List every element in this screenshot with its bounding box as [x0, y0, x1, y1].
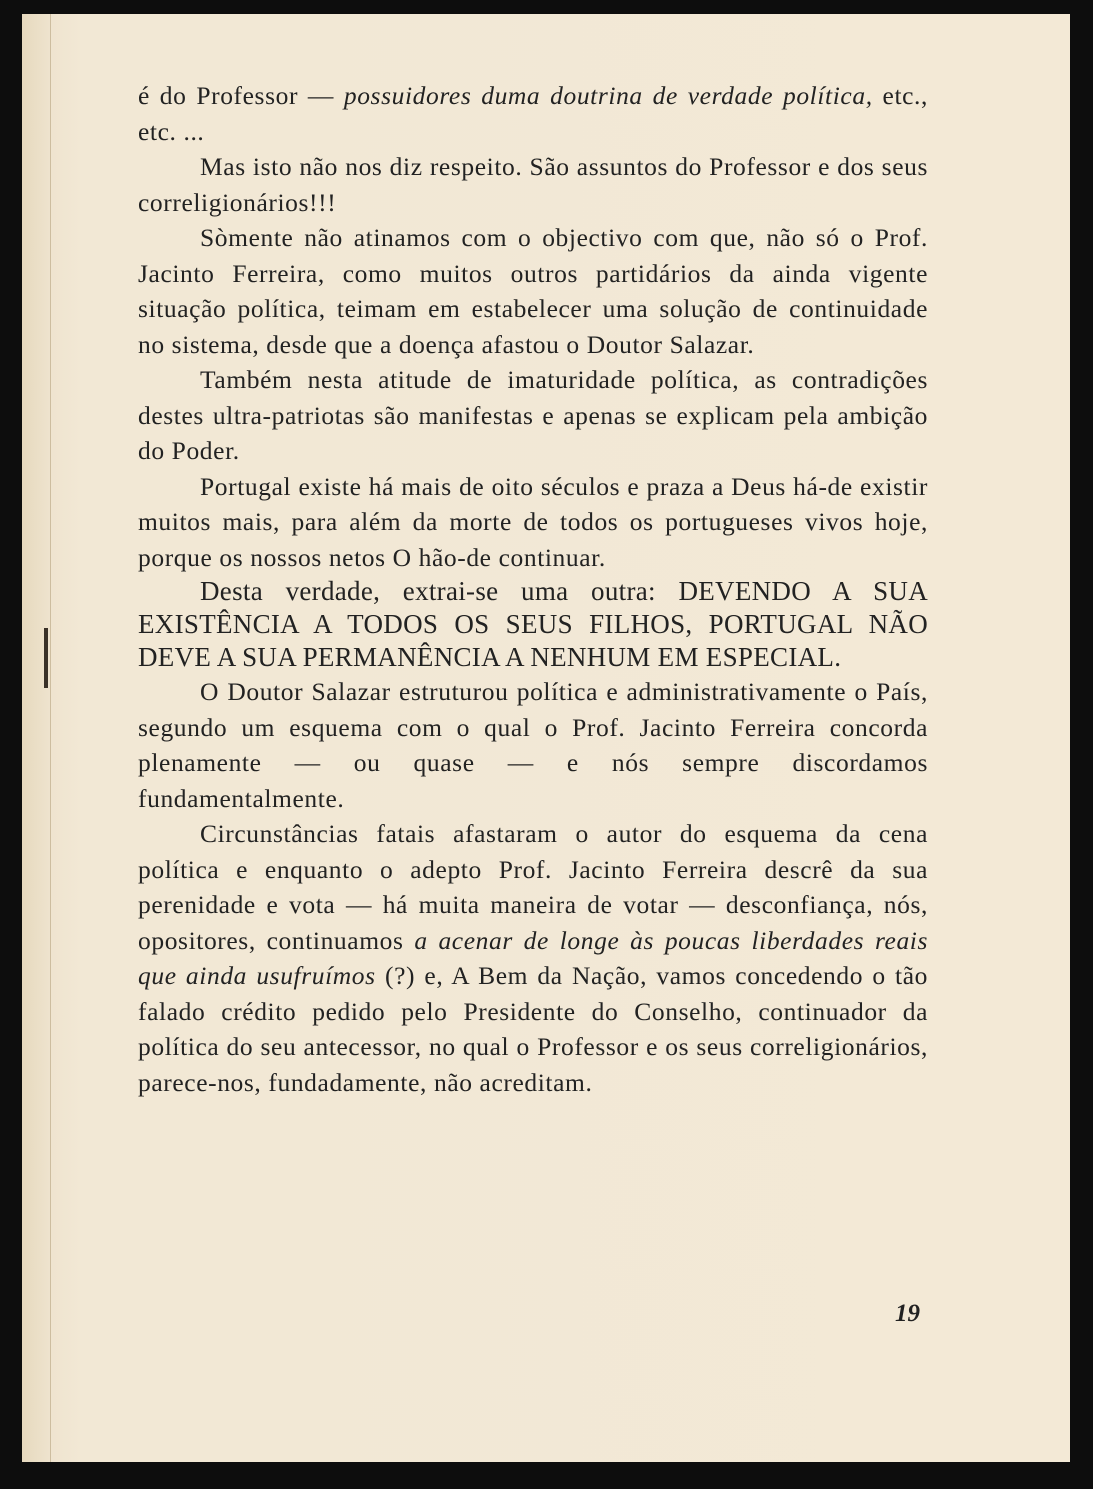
text-run: Também nesta atitude de imaturidade política, as contradições destes ultra-patriotas são manifestas e apenas se explicam pela ambição do Poder. [138, 365, 928, 465]
text-run: Mas isto não nos diz respeito. São assuntos do Professor e dos seus correligionários!!! [138, 152, 928, 217]
page-binding-edge [22, 14, 51, 1462]
text-run: O Doutor Salazar estruturou política e administrativamente o País, segundo um esquema com o qual o Prof. Jacinto Ferreira concorda plenamente — ou quase — e nós sempre discordamos fundamentalmente. [138, 677, 928, 813]
italic-text-run: a acenar de longe às poucas liberdades reais que ainda usufruímos [138, 925, 929, 990]
text-run: Portugal existe há mais de oito séculos e praza a Deus há-de existir muitos mais, para além da morte de todos os portugueses vivos hoje, porque os nossos netos O hão-de continuar. [138, 471, 928, 572]
paragraph-1 [138, 78, 928, 149]
paragraph-2 [138, 149, 928, 220]
text-run: (?) e, A Bem da Nação, vamos concedendo o tão falado crédito pedido pelo Presidente do Conselho, continuador da política do seu antecessor, no qual o Professor e os seus correligionários, parece-nos, fundadamente, não acreditam. [138, 961, 928, 1097]
italic-text-run: possuidores duma doutrina de verdade política, [343, 81, 873, 110]
text-run: Desta verdade, extrai-se uma outra: DEVENDO A SUA EXISTÊNCIA A TODOS OS SEUS FILHOS, PORTUGAL NÃO DEVE A SUA PERMANÊNCIA A NENHUM EM ESPECIAL. [138, 576, 928, 672]
paragraph-8 [138, 816, 928, 1100]
text-run: Circunstâncias fatais afastaram o autor do esquema da cena política e enquanto o adepto Prof. Jacinto Ferreira descrê da sua perenidade e vota — há muita maneira de votar — desconfiança, nós, opositores, continuamos [138, 819, 928, 955]
page-number: 19 [895, 1300, 920, 1327]
paragraph-3 [138, 220, 928, 362]
text-run: etc., etc. ... [138, 81, 928, 146]
text-run: Sòmente não atinamos com o objectivo com que, não só o Prof. Jacinto Ferreira, como muitos outros partidários da ainda vigente situação política, teimam em estabelecer uma solução de continuidade no sistema, desde que a doença afastou o Doutor Salazar. [138, 223, 928, 359]
paragraph-6 [138, 575, 928, 674]
binding-mark [44, 628, 48, 688]
paragraph-4 [138, 362, 928, 469]
body-text [138, 78, 928, 1100]
text-run: é do Professor — [138, 81, 344, 110]
paragraph-5 [138, 469, 928, 576]
paragraph-7 [138, 674, 928, 816]
